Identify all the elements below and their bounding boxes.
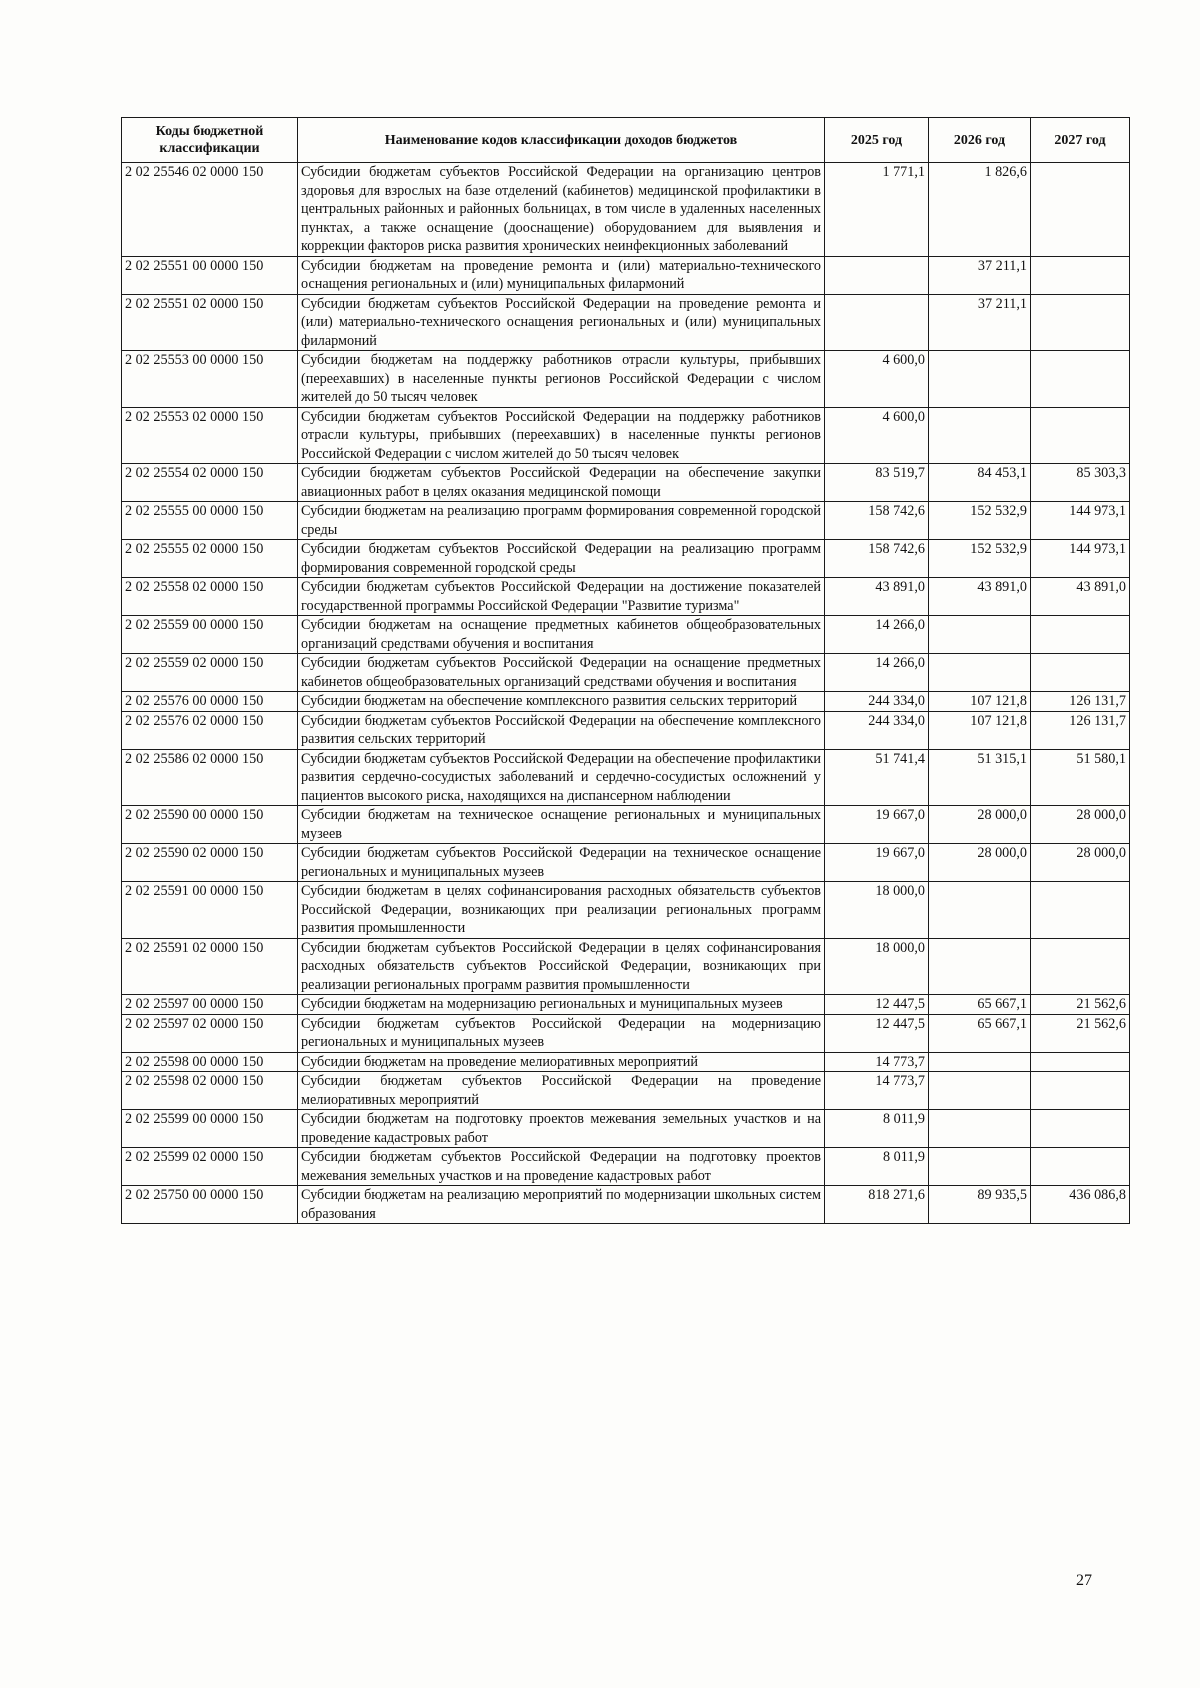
cell-name: Субсидии бюджетам на проведение ремонта и (или) материально-технического оснащения региональных и (или) муниципальных филармоний [298, 256, 825, 294]
table-row [122, 464, 1130, 502]
cell-2027: 28 000,0 [1031, 844, 1130, 882]
cell-name: Субсидии бюджетам на поддержку работников отрасли культуры, прибывших (переехавших) в населенные пункты регионов Российской Федерации с числом жителей до 50 тысяч человек [298, 351, 825, 408]
cell-2025: 14 773,7 [825, 1072, 929, 1110]
cell-name: Субсидии бюджетам на реализацию мероприятий по модернизации школьных систем образования [298, 1186, 825, 1224]
header-2027: 2027 год [1031, 118, 1130, 163]
cell-2027 [1031, 294, 1130, 351]
cell-2027 [1031, 351, 1130, 408]
table-row [122, 844, 1130, 882]
cell-2025: 14 773,7 [825, 1052, 929, 1072]
cell-code: 2 02 25597 00 0000 150 [122, 995, 298, 1015]
cell-2027 [1031, 654, 1130, 692]
cell-2026: 1 826,6 [929, 163, 1031, 257]
cell-2027: 126 131,7 [1031, 692, 1130, 712]
cell-2025: 83 519,7 [825, 464, 929, 502]
cell-name: Субсидии бюджетам субъектов Российской Федерации на достижение показателей государственной программы Российской Федерации "Развитие туризма" [298, 578, 825, 616]
cell-2025: 4 600,0 [825, 351, 929, 408]
cell-2026 [929, 1148, 1031, 1186]
cell-code: 2 02 25590 02 0000 150 [122, 844, 298, 882]
cell-name: Субсидии бюджетам на техническое оснащение региональных и муниципальных музеев [298, 806, 825, 844]
header-name: Наименование кодов классификации доходов бюджетов [298, 118, 825, 163]
header-2026: 2026 год [929, 118, 1031, 163]
cell-name: Субсидии бюджетам субъектов Российской Федерации на обеспечение профилактики развития сердечно-сосудистых заболеваний и сердечно-сосудистых осложнений у пациентов высокого риска, находящихся на диспансерном наблюдении [298, 749, 825, 806]
cell-2026 [929, 654, 1031, 692]
cell-name: Субсидии бюджетам субъектов Российской Федерации в целях софинансирования расходных обязательств субъектов Российской Федерации, возникающих при реализации региональных программ развития промышленности [298, 938, 825, 995]
cell-2025: 12 447,5 [825, 995, 929, 1015]
cell-name: Субсидии бюджетам на подготовку проектов межевания земельных участков и на проведение кадастровых работ [298, 1110, 825, 1148]
cell-code: 2 02 25597 02 0000 150 [122, 1014, 298, 1052]
cell-2026: 89 935,5 [929, 1186, 1031, 1224]
cell-name: Субсидии бюджетам субъектов Российской Федерации на модернизацию региональных и муниципальных музеев [298, 1014, 825, 1052]
cell-2025: 8 011,9 [825, 1110, 929, 1148]
cell-2027: 85 303,3 [1031, 464, 1130, 502]
cell-2026 [929, 351, 1031, 408]
cell-code: 2 02 25558 02 0000 150 [122, 578, 298, 616]
cell-name: Субсидии бюджетам субъектов Российской Федерации на проведение ремонта и (или) материально-технического оснащения региональных и (или) муниципальных филармоний [298, 294, 825, 351]
cell-2026 [929, 882, 1031, 939]
cell-name: Субсидии бюджетам на модернизацию региональных и муниципальных музеев [298, 995, 825, 1015]
cell-2027: 21 562,6 [1031, 1014, 1130, 1052]
cell-name: Субсидии бюджетам субъектов Российской Федерации на реализацию программ формирования современной городской среды [298, 540, 825, 578]
table-row [122, 1110, 1130, 1148]
table-row [122, 1052, 1130, 1072]
cell-2025: 12 447,5 [825, 1014, 929, 1052]
cell-2026: 65 667,1 [929, 1014, 1031, 1052]
cell-2027 [1031, 882, 1130, 939]
cell-2027 [1031, 256, 1130, 294]
cell-2025: 818 271,6 [825, 1186, 929, 1224]
cell-name: Субсидии бюджетам субъектов Российской Федерации на подготовку проектов межевания земельных участков и на проведение кадастровых работ [298, 1148, 825, 1186]
cell-2027 [1031, 163, 1130, 257]
table-body [122, 163, 1130, 1224]
table-row [122, 1014, 1130, 1052]
cell-2025: 4 600,0 [825, 407, 929, 464]
cell-2025: 1 771,1 [825, 163, 929, 257]
cell-2025: 18 000,0 [825, 938, 929, 995]
cell-2026: 37 211,1 [929, 294, 1031, 351]
cell-code: 2 02 25599 02 0000 150 [122, 1148, 298, 1186]
cell-code: 2 02 25553 02 0000 150 [122, 407, 298, 464]
table-row [122, 256, 1130, 294]
table-row [122, 711, 1130, 749]
table-row [122, 616, 1130, 654]
cell-2027 [1031, 1072, 1130, 1110]
cell-name: Субсидии бюджетам на обеспечение комплексного развития сельских территорий [298, 692, 825, 712]
cell-code: 2 02 25599 00 0000 150 [122, 1110, 298, 1148]
table-row [122, 163, 1130, 257]
table-row [122, 806, 1130, 844]
cell-2025: 14 266,0 [825, 654, 929, 692]
cell-2025: 158 742,6 [825, 540, 929, 578]
cell-2026: 152 532,9 [929, 502, 1031, 540]
cell-code: 2 02 25559 00 0000 150 [122, 616, 298, 654]
header-row [122, 118, 1130, 163]
cell-name: Субсидии бюджетам на оснащение предметных кабинетов общеобразовательных организаций средствами обучения и воспитания [298, 616, 825, 654]
table-row [122, 294, 1130, 351]
cell-name: Субсидии бюджетам субъектов Российской Федерации на обеспечение закупки авиационных работ в целях оказания медицинской помощи [298, 464, 825, 502]
cell-2027: 43 891,0 [1031, 578, 1130, 616]
cell-2026: 152 532,9 [929, 540, 1031, 578]
cell-name: Субсидии бюджетам субъектов Российской Федерации на проведение мелиоративных мероприятий [298, 1072, 825, 1110]
cell-2026: 43 891,0 [929, 578, 1031, 616]
cell-code: 2 02 25546 02 0000 150 [122, 163, 298, 257]
cell-2025: 18 000,0 [825, 882, 929, 939]
cell-name: Субсидии бюджетам субъектов Российской Федерации на техническое оснащение региональных и муниципальных музеев [298, 844, 825, 882]
table-row [122, 749, 1130, 806]
cell-2026 [929, 407, 1031, 464]
cell-code: 2 02 25591 00 0000 150 [122, 882, 298, 939]
cell-2025: 244 334,0 [825, 692, 929, 712]
cell-2026 [929, 938, 1031, 995]
cell-2027 [1031, 616, 1130, 654]
cell-name: Субсидии бюджетам субъектов Российской Федерации на обеспечение комплексного развития сельских территорий [298, 711, 825, 749]
cell-code: 2 02 25576 02 0000 150 [122, 711, 298, 749]
cell-code: 2 02 25559 02 0000 150 [122, 654, 298, 692]
cell-2026: 65 667,1 [929, 995, 1031, 1015]
cell-2025: 244 334,0 [825, 711, 929, 749]
cell-2026 [929, 1072, 1031, 1110]
header-code: Коды бюджетной классификации [122, 118, 298, 163]
cell-code: 2 02 25576 00 0000 150 [122, 692, 298, 712]
table-row [122, 540, 1130, 578]
table-row [122, 692, 1130, 712]
cell-code: 2 02 25586 02 0000 150 [122, 749, 298, 806]
table-row [122, 882, 1130, 939]
cell-2025: 8 011,9 [825, 1148, 929, 1186]
table-row [122, 351, 1130, 408]
table-row [122, 938, 1130, 995]
table-row [122, 407, 1130, 464]
table-row [122, 654, 1130, 692]
table-row [122, 1186, 1130, 1224]
budget-revenue-table [121, 117, 1130, 1224]
cell-2027: 436 086,8 [1031, 1186, 1130, 1224]
cell-name: Субсидии бюджетам субъектов Российской Федерации на оснащение предметных кабинетов общеобразовательных организаций средствами обучения и воспитания [298, 654, 825, 692]
table-row [122, 502, 1130, 540]
cell-2026: 107 121,8 [929, 711, 1031, 749]
table-row [122, 995, 1130, 1015]
cell-2026: 84 453,1 [929, 464, 1031, 502]
cell-code: 2 02 25551 00 0000 150 [122, 256, 298, 294]
cell-2027 [1031, 938, 1130, 995]
cell-code: 2 02 25591 02 0000 150 [122, 938, 298, 995]
header-2025: 2025 год [825, 118, 929, 163]
cell-name: Субсидии бюджетам субъектов Российской Федерации на организацию центров здоровья для взрослых на базе отделений (кабинетов) медицинской профилактики в центральных районных и районных больницах, в том числе в удаленных населенных пунктах, а также оснащение (дооснащение) оборудованием для выявления и коррекции факторов риска развития хронических неинфекционных заболеваний [298, 163, 825, 257]
table-row [122, 1072, 1130, 1110]
cell-2026 [929, 1052, 1031, 1072]
cell-2027: 144 973,1 [1031, 502, 1130, 540]
cell-code: 2 02 25555 02 0000 150 [122, 540, 298, 578]
cell-2027 [1031, 407, 1130, 464]
cell-2025: 19 667,0 [825, 806, 929, 844]
cell-code: 2 02 25598 00 0000 150 [122, 1052, 298, 1072]
cell-2026: 51 315,1 [929, 749, 1031, 806]
cell-code: 2 02 25551 02 0000 150 [122, 294, 298, 351]
cell-2026: 28 000,0 [929, 844, 1031, 882]
cell-code: 2 02 25598 02 0000 150 [122, 1072, 298, 1110]
cell-name: Субсидии бюджетам на проведение мелиоративных мероприятий [298, 1052, 825, 1072]
cell-name: Субсидии бюджетам на реализацию программ формирования современной городской среды [298, 502, 825, 540]
cell-code: 2 02 25590 00 0000 150 [122, 806, 298, 844]
cell-code: 2 02 25555 00 0000 150 [122, 502, 298, 540]
cell-2027 [1031, 1148, 1130, 1186]
cell-code: 2 02 25750 00 0000 150 [122, 1186, 298, 1224]
cell-name: Субсидии бюджетам в целях софинансирования расходных обязательств субъектов Российской Федерации, возникающих при реализации региональных программ развития промышленности [298, 882, 825, 939]
cell-name: Субсидии бюджетам субъектов Российской Федерации на поддержку работников отрасли культуры, прибывших (переехавших) в населенные пункты регионов Российской Федерации с числом жителей до 50 тысяч человек [298, 407, 825, 464]
cell-2025: 14 266,0 [825, 616, 929, 654]
cell-code: 2 02 25553 00 0000 150 [122, 351, 298, 408]
cell-2025: 19 667,0 [825, 844, 929, 882]
cell-2025: 43 891,0 [825, 578, 929, 616]
cell-2027 [1031, 1110, 1130, 1148]
table-row [122, 1148, 1130, 1186]
table-row [122, 578, 1130, 616]
cell-code: 2 02 25554 02 0000 150 [122, 464, 298, 502]
cell-2027: 144 973,1 [1031, 540, 1130, 578]
cell-2027: 28 000,0 [1031, 806, 1130, 844]
cell-2026: 28 000,0 [929, 806, 1031, 844]
cell-2026: 107 121,8 [929, 692, 1031, 712]
cell-2027: 51 580,1 [1031, 749, 1130, 806]
cell-2025 [825, 256, 929, 294]
cell-2027 [1031, 1052, 1130, 1072]
cell-2026: 37 211,1 [929, 256, 1031, 294]
cell-2025: 51 741,4 [825, 749, 929, 806]
table-header [122, 118, 1130, 163]
cell-2026 [929, 616, 1031, 654]
cell-2027: 21 562,6 [1031, 995, 1130, 1015]
cell-2025 [825, 294, 929, 351]
cell-2026 [929, 1110, 1031, 1148]
page-number: 27 [1076, 1572, 1092, 1589]
cell-2025: 158 742,6 [825, 502, 929, 540]
cell-2027: 126 131,7 [1031, 711, 1130, 749]
